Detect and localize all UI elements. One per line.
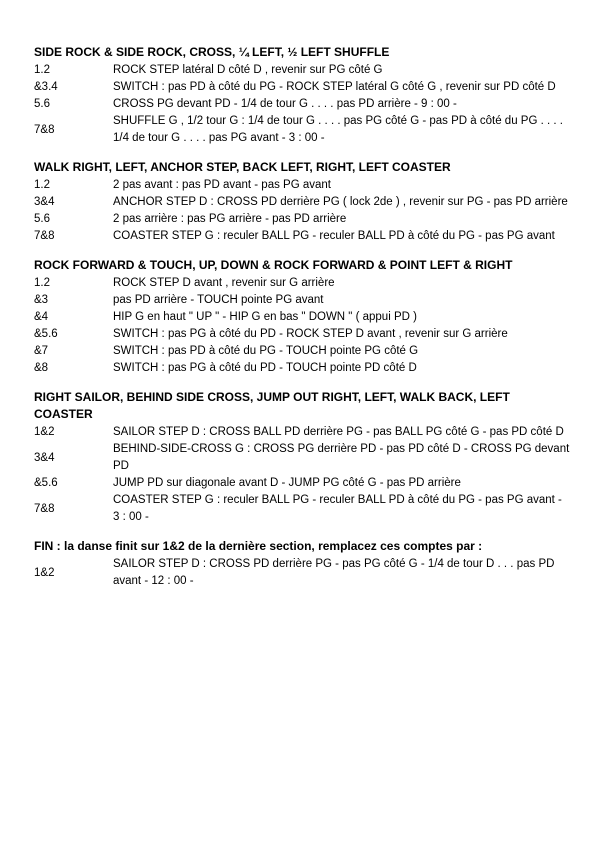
step-description: JUMP PD sur diagonale avant D - JUMP PG côté G - pas PD arrière	[113, 477, 461, 489]
step-count: &7	[34, 345, 49, 357]
section-rock-forward	[34, 257, 570, 377]
step-count: 3&4	[34, 451, 55, 464]
step-count: &5.6	[34, 477, 58, 489]
section-title: RIGHT SAILOR, BEHIND SIDE CROSS, JUMP OUT RIGHT, LEFT, WALK BACK, LEFT COASTER	[34, 390, 510, 421]
step-row	[34, 326, 570, 343]
section-ending	[34, 538, 570, 590]
step-row	[34, 228, 570, 245]
step-description: 2 pas arrière : pas PG arrière - pas PD arrière	[113, 213, 347, 225]
step-row	[34, 292, 570, 309]
step-description: HIP G en haut " UP " - HIP G en bas " DOWN " ( appui PD )	[113, 311, 417, 323]
step-row	[34, 194, 570, 211]
step-description: SAILOR STEP D : CROSS PD derrière PG - pas PG côté G - 1/4 de tour D . . . pas PD avant - 12 : 00 -	[113, 558, 555, 587]
step-row	[34, 177, 570, 194]
step-count: &5.6	[34, 328, 58, 340]
step-description: CROSS PG devant PD - 1/4 de tour G . . . . pas PD arrière - 9 : 00 -	[113, 98, 457, 110]
step-description: SWITCH : pas PG à côté du PD - ROCK STEP D avant , revenir sur G arrière	[113, 328, 508, 340]
step-count: 5.6	[34, 98, 50, 110]
step-row	[34, 343, 570, 360]
section-title: WALK RIGHT, LEFT, ANCHOR STEP, BACK LEFT, RIGHT, LEFT COASTER	[34, 160, 451, 174]
step-description: SAILOR STEP D : CROSS BALL PD derrière PG - pas BALL PG côté G - pas PD côté D	[113, 426, 564, 438]
section-title: FIN : la danse finit sur 1&2 de la dernière section, remplacez ces comptes par :	[34, 539, 483, 553]
step-count: &3	[34, 294, 49, 306]
step-description: 2 pas avant : pas PD avant - pas PG avant	[113, 179, 331, 191]
step-count: &3.4	[34, 81, 58, 93]
step-description: SWITCH : pas PD à côté du PG - TOUCH pointe PG côté G	[113, 345, 419, 357]
step-description: COASTER STEP G : reculer BALL PG - reculer BALL PD à côté du PG - pas PG avant	[113, 230, 555, 242]
step-description: SWITCH : pas PD à côté du PG - ROCK STEP latéral G côté G , revenir sur PD côté D	[113, 81, 556, 93]
step-count: 3&4	[34, 196, 55, 208]
step-row	[34, 424, 570, 441]
step-count: &4	[34, 311, 49, 323]
section-title: SIDE ROCK & SIDE ROCK, CROSS, ¼ LEFT, ½ LEFT SHUFFLE	[34, 45, 390, 59]
step-row	[34, 556, 570, 590]
document-page	[34, 44, 570, 602]
step-count: 7&8	[34, 502, 55, 515]
step-row	[34, 79, 570, 96]
step-count: 1.2	[34, 64, 50, 76]
step-row	[34, 62, 570, 79]
step-row	[34, 113, 570, 147]
step-row	[34, 211, 570, 228]
step-count: 1.2	[34, 179, 50, 191]
step-row	[34, 441, 570, 475]
step-description: pas PD arrière - TOUCH pointe PG avant	[113, 294, 324, 306]
step-description: SWITCH : pas PG à côté du PD - TOUCH pointe PD côté D	[113, 362, 417, 374]
step-description: SHUFFLE G , 1/2 tour G : 1/4 de tour G . . . . pas PG côté G - pas PD à côté du PG . . . . 1/4 de tour G . . . . pas PG avant - 3 : 00 -	[113, 115, 563, 144]
step-description: ROCK STEP D avant , revenir sur G arrière	[113, 277, 335, 289]
step-count: 1.2	[34, 277, 50, 289]
section-walk-right	[34, 159, 570, 245]
step-row	[34, 360, 570, 377]
step-row	[34, 275, 570, 292]
step-description: COASTER STEP G : reculer BALL PG - reculer BALL PD à côté du PG - pas PG avant - 3 : 00 -	[113, 494, 562, 523]
step-row	[34, 96, 570, 113]
step-count: 7&8	[34, 123, 55, 136]
step-count: 1&2	[34, 426, 55, 438]
section-right-sailor	[34, 389, 570, 526]
step-row	[34, 309, 570, 326]
step-count: &8	[34, 362, 49, 374]
step-count: 1&2	[34, 566, 55, 579]
step-description: ROCK STEP latéral D côté D , revenir sur PG côté G	[113, 64, 383, 76]
section-side-rock	[34, 44, 570, 147]
step-description: BEHIND-SIDE-CROSS G : CROSS PG derrière PD - pas PD côté D - CROSS PG devant PD	[113, 443, 570, 472]
step-count: 5.6	[34, 213, 50, 225]
step-row	[34, 475, 570, 492]
step-description: ANCHOR STEP D : CROSS PD derrière PG ( lock 2de ) , revenir sur PG - pas PD arrière	[113, 196, 568, 208]
step-count: 7&8	[34, 230, 55, 242]
step-row	[34, 492, 570, 526]
section-title: ROCK FORWARD & TOUCH, UP, DOWN & ROCK FORWARD & POINT LEFT & RIGHT	[34, 258, 513, 272]
